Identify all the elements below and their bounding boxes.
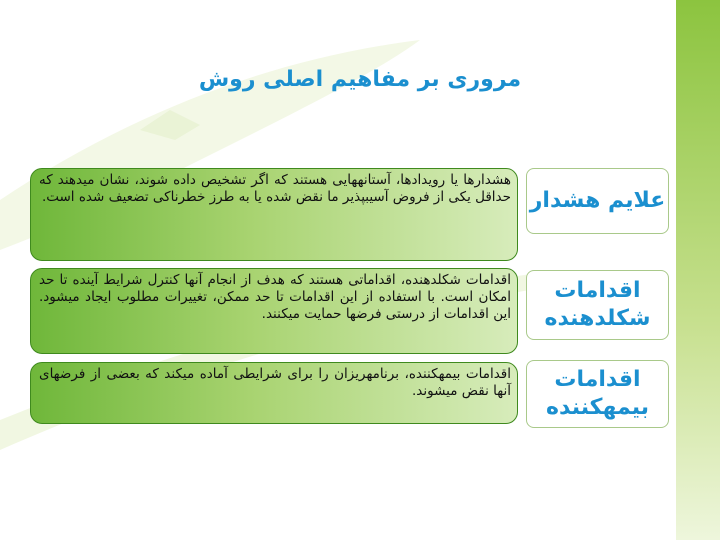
label-warning-signs: علایم هشدار [526,168,669,234]
description-hedging-actions: اقدامات بیمهکننده، برنامهریزان را برای شرایطی آماده میکند که بعضی از فرضهای آنها نقض میشوند. [30,362,518,424]
label-shaping-actions: اقدامات شکلدهنده [526,270,669,340]
description-shaping-actions: اقدامات شکلدهنده، اقداماتی هستند که هدف از انجام آنها کنترل شرایط آینده تا حد امکان است. با استفاده از این اقدامات تا حد ممکن، تغییرات مطلوب ایجاد میشود. این اقدامات از درستی فرضها حمایت میکنند. [30,268,518,354]
slide-title: مروری بر مفاهیم اصلی روش [198,67,522,92]
description-warning-signs: هشدارها یا رویدادها، آستانههایی هستند که اگر تشخیص داده شوند، نشان میدهند که حداقل یکی از فروض آسیبپذیر ما نقض شده یا به طرز خطرناکی تضعیف شده است. [30,168,518,261]
label-hedging-actions: اقدامات بیمهکننده [526,360,669,428]
